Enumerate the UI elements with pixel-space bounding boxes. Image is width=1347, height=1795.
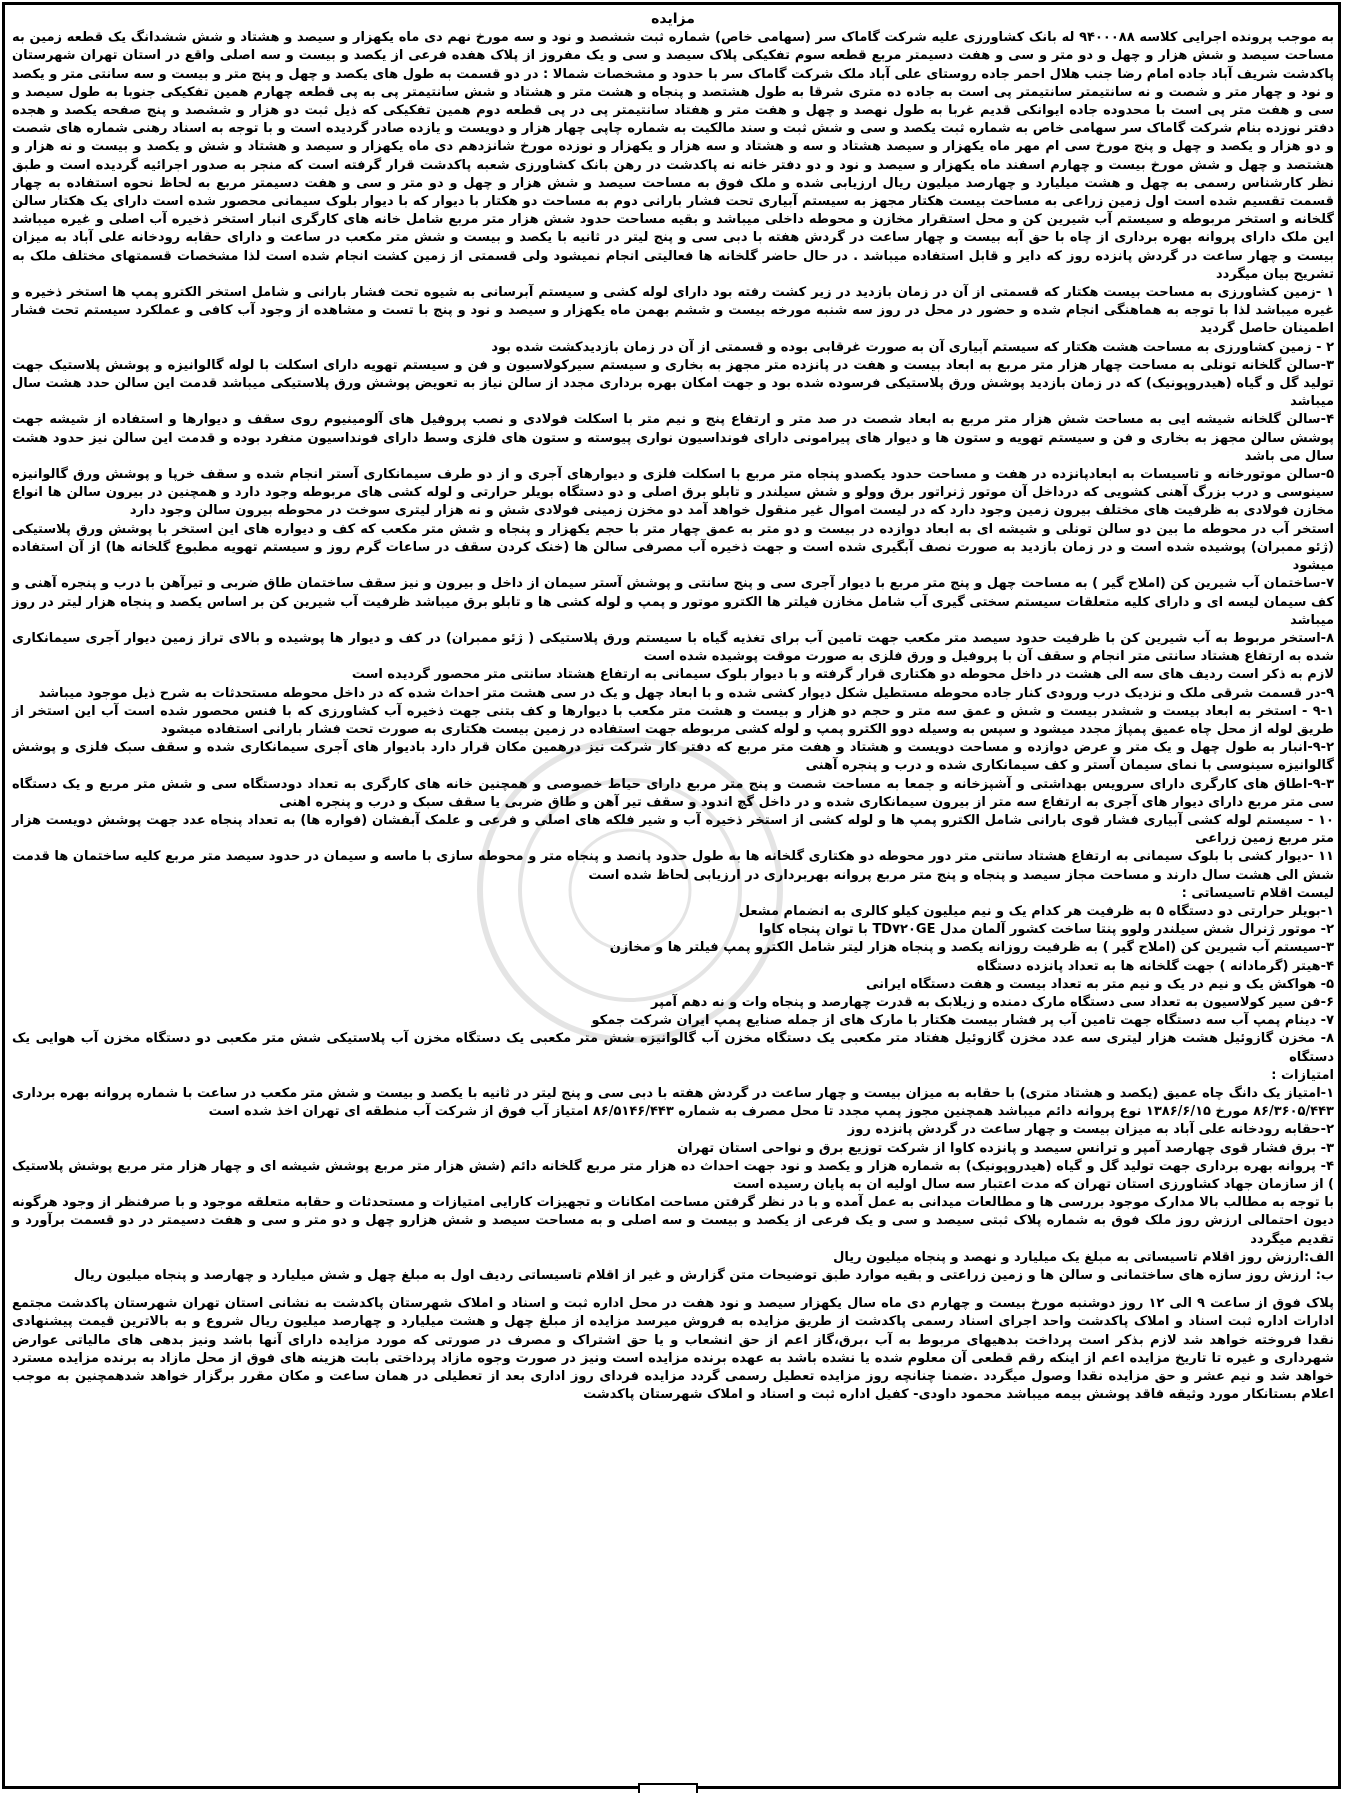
privilege-item: ۴- پروانه بهره برداری جهت تولید گل و گیاه (هیدروپونیک) به شماره هزار و یکصد و نود جهت احداث ده هزار متر مربع گلخانه دائم (شش هزار متر مربع پوشش شیشه ای و چهار هزار متر مربع پوشش پلاستیک ) از سازمان جهاد کشاورزی استان تهران که مدت اعتبار سه سال اولیه ان به پایان رسیده است — [12, 1158, 1334, 1192]
list-item: ۳-سالن گلخانه تونلی به مساحت چهار هزار متر مربع به ابعاد بیست و هفت در پانزده متر مجهز به بخاری و سیستم سیرکولاسیون و فن و سیستم تهویه دارای اسکلت با لوله گالوانیزه و پوشش پلاستیک جهت تولید گل و گیاه (هیدروپونیک) که در زمان بازدید پوشش ورق پلاستیکی فرسوده شده بود و جهت امکان بهره برداری مجدد از سالن نیاز به تعویض پوشش ورق پلاستیکی میباشد قدمت این سالن حدد هشت سال میباشد — [12, 357, 1334, 410]
installation-item: ۲- موتور ژنرال شش سیلندر ولوو پنتا ساخت کشور آلمان مدل TD۷۲۰GE با توان پنجاه کاوا — [758, 922, 1334, 938]
installation-item: ۷- دینام پمپ آب سه دستگاه جهت تامین آب پر فشار بیست هکتار با مارک های از جمله صنایع پمپ ایران شرکت جمکو — [591, 1013, 1334, 1029]
value-b: ب: ارزش روز سازه های ساختمانی و سالن ها و زمین زراعتی و بقیه موارد طبق توضیحات متن گزارش و غیر از اقلام تاسیساتی ردیف اول به مبلغ چهل و شش میلیارد و چهارصد و پنجاه میلیون ریال — [73, 1268, 1334, 1284]
auction-notice — [12, 10, 1334, 1404]
installation-item: ۴-هیتر (گرمادانه ) جهت گلخانه ها به تعداد پانزده دستگاه — [976, 958, 1334, 974]
closing-paragraph: پلاک فوق از ساعت ۹ الی ۱۲ روز دوشنبه مورخ بیست و چهارم دی ماه سال یکهزار سیصد و نود هفت در محل اداره ثبت و اسناد و املاک شهرستان پاکدشت به نشانی استان تهران شهرستان پاکدشت مجتمع ادارات اداره ثبت اسناد و املاک پاکدشت واحد اجرای اسناد رسمی پاکدشت از طریق مزایده به فروش میرسد مزایده از مبلغ چهل و هشت میلیارد و چهارصد میلیون ریال شروع و به بالاترین قیمت پیشنهادی نقدا فروخته خواهد شد لازم بذکر است پرداخت بدهیهای مربوط به آب ،برق،گاز اعم از حق انشعاب و یا حق اشتراک و مصرف در صورتی که مورد مزایده دارای آنها باشد ونیز بدهی های مالیاتی عوارض شهرداری و غیره تا تاریخ مزایده اعم از اینکه رقم قطعی آن معلوم شده یا نشده باشد به عهده برنده مزایده است ونیز در صورت وجوه مازاد پرداختی بابت هزینه های فوق از محل مازاد به برنده مزایده مسترد خواهد شد و نیم عشر و حق مزایده نقدا وصول میگردد .ضمنا چنانچه روز مزایده تعطیل رسمی گردد مزایده فردای روز اداری بعد از تعطیلی در همان ساعت و مکان مقرر برگزار خواهد شدهمچنین به موجب اعلام بستانکار مورد وثیقه فاقد پوشش بیمه میباشد محمود داودی- کفیل اداره ثبت و اسناد و املاک شهرستان پاکدشت — [12, 1296, 1335, 1403]
list-item: ۹-در قسمت شرقی ملک و نزدیک درب ورودی کنار جاده محوطه مستطیل شکل دیوار کشی شده و با ابعاد چهل و یک در سی هشت متر احداث شده که در داخل محوطه مستحدثات به شرح ذیل موجود میباشد — [38, 685, 1334, 701]
valuation-paragraph: با توجه به مطالب بالا مدارک موجود بررسی ها و مطالعات میدانی به عمل آمده و با در نظر گرفتن مساحت امکانات و تجهیزات کارایی امتیازات و مستحدثات و حقابه متعلقه موجود و با صرفنظر از وجود هرگونه دیون احتمالی ارزش روز ملک فوق به شماره پلاک ثبتی سیصد و سی و یک فرعی از یکصد و بیست و سه اصلی و به مساحت سیصد و شش هزارو چهل و دو متر و سی و هفت دسیمتر در دو قسمت برآورد و تقدیم میگردد — [12, 1195, 1334, 1247]
list-item: لازم به ذکر است ردیف های سه الی هشت در داخل محوطه دو هکتاری قرار گرفته و با دیوار بلوک سیمانی به ارتفاع هشتاد سانتی متر محصور گردیده است — [351, 667, 1334, 683]
list-item: ۴-سالن گلخانه شیشه ایی به مساحت شش هزار متر مربع به ابعاد شصت در صد متر و ارتفاع پنج و نیم متر با اسکلت فولادی و نصب پروفیل های آلومینیوم روی سقف و دیوارها و استفاده از شیشه جهت پوشش سالن مجهز به بخاری و فن و سیستم تهویه و ستون ها و دیوار های پیرامونی دارای فونداسیون نواری پیوسته و ستون های فلزی وسط دارای فونداسیون منفرد بوده و قدمت این سالن نیز حدود هشت سال می باشد — [12, 412, 1334, 464]
list-item: ۹-۱ - استخر به ابعاد بیست و ششدر بیست و شش و عمق سه متر و حجم دو هزار و بیست و هشت متر مکعب با دیوارها و کف بتنی جهت ذخیره آب کشاورزی که با فنس محصور شده است آب این استخر از طریق لوله از محل چاه عمیق پمپاژ مجدد میشود و سپس به وسیله دوو الکترو پمپ و لوله کشی مربوطه جهت استفاده در زمین بیست هکتاری به صورت تحت فشار بارانی استفاده میشود — [12, 703, 1334, 737]
value-a: الف:ارزش روز اقلام تاسیساتی به مبلغ یک میلیارد و نهصد و پنجاه میلیون ریال — [833, 1249, 1334, 1265]
privilege-item: ۲-حقابه رودخانه علی آباد به میزان بیست و چهار ساعت در گردش پانزده روز — [847, 1122, 1334, 1138]
list-item: ۸-استخر مربوط به آب شیرین کن با ظرفیت حدود سیصد متر مکعب جهت تامین آب برای تغذیه گیاه با سیستم ورق پلاستیکی ( ژئو ممبران) در کف و دیوار ها پوشیده و بالای تراز زمین دیوار آجری سیمانکاری شده به ارتفاع هشتاد سانتی متر انجام و سقف آن با پروفیل و ورق فلزی به صورت موقت پوشیده شده است — [12, 630, 1334, 665]
bottom-tab — [638, 1783, 698, 1793]
privileges-heading: امتیازات : — [1271, 1067, 1334, 1083]
list-item: ۹-۳-اطاق های کارگری دارای سرویس بهداشتی و آشپزخانه و جمعا به مساحت شصت و پنج متر مربع دارای حیاط خصوصی و همچنین خانه های کارگری به تعداد دودستگاه سی و شش متر مربع و یک دستگاه سی متر مربع دارای دیوار های آجری به ارتفاع سه متر از بیرون سیمانکاری شده و در داخل گچ اندود و سقف تیر آهن و طاق ضربی یا سقف سبک و درب و پنجره اهنی — [12, 776, 1334, 810]
list-item: ۵-سالن موتورخانه و تاسیسات به ابعادپانزده در هفت و مساحت حدود یکصدو پنجاه متر مربع با اسکلت فلزی و دیوارهای آجری و از دو طرف سیمانکاری آستر انجام شده و سقف خرپا و پوشش ورق گالوانیزه سینوسی و درب بزرگ آهنی کشویی که درداخل آن موتور ژنراتور برق وولو و شش سیلندر و تابلو برق اصلی و دو دستگاه بویلر حرارتی و لوله کشی های مربوطه وجود دارد و همچنین در بیرون سالن ها انواع مخازن فولادی به ظرفیت های مختلف بیرون زمین وجود دارد که در لیست اموال غیر منقول خواهد آمد دو مخزن زمینی فولادی شش و نه هزار لیتری سوخت در محوطه بیرون سالن وجود دارد — [12, 467, 1334, 519]
list-item: ۱ -زمین کشاورزی به مساحت بیست هکتار که قسمتی از آن در زمان بازدید در زیر کشت رفته بود دارای لوله کشی و سیستم آبرسانی به شیوه تحت فشار بارانی و شامل استخر الکترو پمپ ها استخر ذخیره و غیره میباشد لذا با توجه به هماهنگی انجام شده و حضور در محل در روز سه شنبه مورخه بیست و ششم بهمن ماه یکهزار و سیصد و نود و پنج با تست و مشاهده از وجود آب کافی و عملکرد سیستم تحت فشار اطمینان حاصل گردید — [12, 285, 1334, 337]
installation-item: ۳-سیستم آب شیرین کن (املاح گیر ) به ظرفیت روزانه یکصد و پنجاه هزار لیتر شامل الکترو پمپ فیلتر ها و مخازن — [609, 940, 1334, 956]
list-item: ۷-ساختمان آب شیرین کن (املاح گیر ) به مساحت چهل و پنج متر مربع با دیوار آجری سی و پنج سانتی و پوشش آستر سیمان از داخل و بیرون و نیز سقف ساختمان طاق ضربی و تیرآهن با درب و پنجره آهنی و کف سیمان لیسه ای و دارای کلیه متعلقات سیستم سختی گیری آب شامل مخازن فیلتر ها الکترو موتور و پمپ و لوله کشی ها و تابلو برق میباشد ظرفیت آب شیرین کن بر اساس یکصد و پنجاه هزار لیتر در روز میباشد — [12, 576, 1334, 628]
intro-paragraph: به موجب پرونده اجرایی کلاسه ۹۴۰۰۰۸۸ له بانک کشاورزی علیه شرکت گاماک سر (سهامی خاص) شماره ثبت ششصد و نود و سه مورخ نهم دی ماه یکهزار و سیصد و هشتاد و شش ششدانگ یک قطعه زمین به مساحت سیصد و شش هزار و چهل و دو متر و سی و هفت دسیمتر مربع قطعه سوم تفکیکی پلاک سیصد و سی و یک مفروز از پلاک هفده فرعی از یکصد و بیست و سه اصلی واقع در استان تهران شهرستان پاکدشت شریف آباد جاده امام رضا جنب هلال احمر جاده روستای علی آباد ملک شرکت گاماک سر با حدود و مشخصات شمالا : در دو قسمت به طول های یکصد و چهل و پنج متر و بیست و سه سانتی متر و یکصد و نود و چهار متر و شصت و نه سانتیمتر سانتیمتر پی است به جاده ده متری شرقا به طول هشتصد و پنجاه و هشت متر و هشتاد و شش سانتیمتر پی به پی قطعه چهارم همین تفکیکی جنوبا به طول سیصد و سی و هفت متر پی است با محدوده جاده ایوانکی قدیم غربا به طول نهصد و چهل و هفت متر و هفتاد سانتیمتر پی در پی قطعه دوم همین تفکیکی که ذیل ثبت دو هزار و ششصد و پنج صفحه یکصد و هجده دفتر نوزده بنام شرکت گاماک سر سهامی خاص به شماره ثبت یکصد و سی و شش ثبت و سند مالکیت به شماره چاپی چهار هزار و دویست و یازده صادر گردیده است و با توجه به اسناد رهنی شماره های شصت و دو هزار و یکصد و چهل و پنج مورخ سی ام مهر ماه یکهزار و سیصد هشتاد و سه و هشتاد و سه هزار و یکهزار و نوزده مورخ شانزدهم دی ماه یکهزار و سیصد و هشتاد و شش و یکصد و بیست و نه هزار و هشتصد و چهل و شش مورخ بیست و چهارم اسفند ماه یکهزار و سیصد و نود و دو دفتر خانه نه پاکدشت در رهن بانک کشاورزی شعبه پاکدشت قرار گرفته است که منجر به صدور اجرائیه گردیده است و طبق نظر کارشناس رسمی به چهل و هشت میلیارد و چهارصد میلیون ریال ارزیابی شده و ملک فوق به مساحت سیصد و شش هزار و چهل و دو متر و سی و هفت دسیمتر مربع به لحاظ نحوه استفاده به چهار قسمت تقسیم شده است اول زمین زراعی به مساحت بیست هکتار مجهز به سیستم آبیاری تحت فشار بارانی دوم به مساحت دو هکتار با دیوار که با دیوار بلوک سیمانی محصور شده است دارای یک هکتار سالن گلخانه و استخر مربوطه و سیستم آب شیرین کن و محل استقرار مخازن و محوطه داخلی میباشد و بقیه مساحت حدود شش هزار متر مربع شامل خانه های کارگری انبار استخر ذخیره آب اصلی و غیره میباشد این ملک دارای پروانه بهره برداری از چاه با حق آبه بیست و چهار ساعت در گردش هفته با دبی سی و پنج لیتر در ثانیه با یکصد و بیست و شش متر مکعب در ساعت و دارای حقابه رودخانه علی آباد به میزان بیست و چهار ساعت در گردش پانزده روز که دایر و قابل استفاده میباشد . در حال حاضر گلخانه ها فعالیتی انجام نمیشود ولی قسمتی از زمین کشت انجام شده است لذا مشخصات قسمتهای مختلف ملک به تشریح بیان میگردد — [12, 30, 1335, 282]
list-item: استخر آب در محوطه ما بین دو سالن تونلی و شیشه ای به ابعاد دوازده در بیست و دو متر به عمق چهار متر با حجم یکهزار و پنجاه و شش متر مکعب که کف و دیواره های این استخر با پوشش ورق پلاستیکی (ژئو ممبران) پوشیده شده است و در زمان بازدید به صورت نصف آبگیری شده است و جهت ذخیره آب مصرفی سالن ها (خنک کردن سقف در ساعات گرم روز و سیستم تهویه مطبوع گلخانه ها) از آن استفاده میشود — [12, 521, 1334, 574]
list-item: ۱۱ -دیوار کشی با بلوک سیمانی به ارتفاع هشتاد سانتی متر دور محوطه دو هکتاری گلخانه ها به طول حدود پانصد و پنجاه متر و محوطه سازی با ماسه و سیمان در حدود سیصد متر مربع کلیه ساختمان ها قدمت شش الی هشت سال دارند و مساحت مجاز سیصد و پنجاه و پنج متر مربع پروانه بهربرداری در ارزیابی لحاظ شده است — [12, 849, 1334, 883]
page-title: مزایده — [651, 11, 695, 27]
list-item: ۱۰ - سیستم لوله کشی آبیاری فشار قوی بارانی شامل الکترو پمپ ها و لوله کشی از استخر ذخیره آب و شیر فلکه های اصلی و فرعی و علمک آبفشان (فواره ها) به تعداد پنجاه عدد جهت پوشش دویست هزار متر مربع زمین زراعی — [12, 812, 1334, 847]
installation-item: ۵- هواکش یک و نیم در یک و نیم متر به تعداد بیست و هفت دستگاه ایرانی — [865, 976, 1334, 992]
installation-item: ۱-بویلر حرارتی دو دستگاه ۵ به ظرفیت هر کدام یک و نیم میلیون کیلو کالری به انضمام مشعل — [738, 903, 1334, 919]
list-item: ۲ - زمین کشاورزی به مساحت هشت هکتار که سیستم آبیاری آن به صورت غرقابی بوده و قسمتی از آن در زمان بازدیدکشت شده بود — [491, 339, 1334, 355]
installation-item: ۶-فن سیر کولاسیون به تعداد سی دستگاه مارک دمنده و زیلابک به قدرت چهارصد و پنجاه وات و نه دهم آمپر — [651, 994, 1334, 1010]
installations-heading: لیست اقلام تاسیساتی : — [1181, 885, 1334, 901]
list-item: ۹-۲-انبار به طول چهل و یک متر و عرض دوازده و مساحت دویست و هشتاد و هفت متر مربع که دفتر کار شرکت نیز درهمین مکان قرار دارد بادیوار های آجری سیمانکاری شده و سقف سبک فلزی و پوشش گالوانیزه سینوسی با نمای سیمان آستر و کف سیمانکاری شده و درب و پنجره آهنی — [12, 740, 1334, 774]
privilege-item: ۳- برق فشار قوی چهارصد آمپر و ترانس سیصد و پانزده کاوا از شرکت توزیع برق و نواحی استان تهران — [677, 1140, 1334, 1156]
privilege-item: ۱-امتیاز یک دانگ چاه عمیق (یکصد و هشتاد متری) با حقابه به میزان بیست و چهار ساعت در گردش هفته با دبی سی و پنج لیتر در ثانیه با یکصد و بیست و شش متر مکعب در ساعت با شماره پروانه بهره برداری ۸۶/۳۶۰۵/۴۴۳ مورخ ۱۳۸۶/۶/۱۵ نوع پروانه دائم میباشد همچنین مجوز پمپ مجدد تا محل مصرف به شماره ۸۶/۵۱۴۶/۴۴۳ امتیاز آب فوق از شرکت آب منطقه ای تهران اخذ شده است — [12, 1085, 1334, 1120]
installation-item: ۸- مخزن گازوئیل هشت هزار لیتری سه عدد مخزن گازوئیل هفتاد متر مکعبی یک دستگاه مخزن آب گالوانیزه شش متر مکعبی یک دستگاه مخزن آب پلاستیکی شش متر مکعبی دو دستگاه مخزن آب هوایی یک دستگاه — [12, 1031, 1334, 1065]
